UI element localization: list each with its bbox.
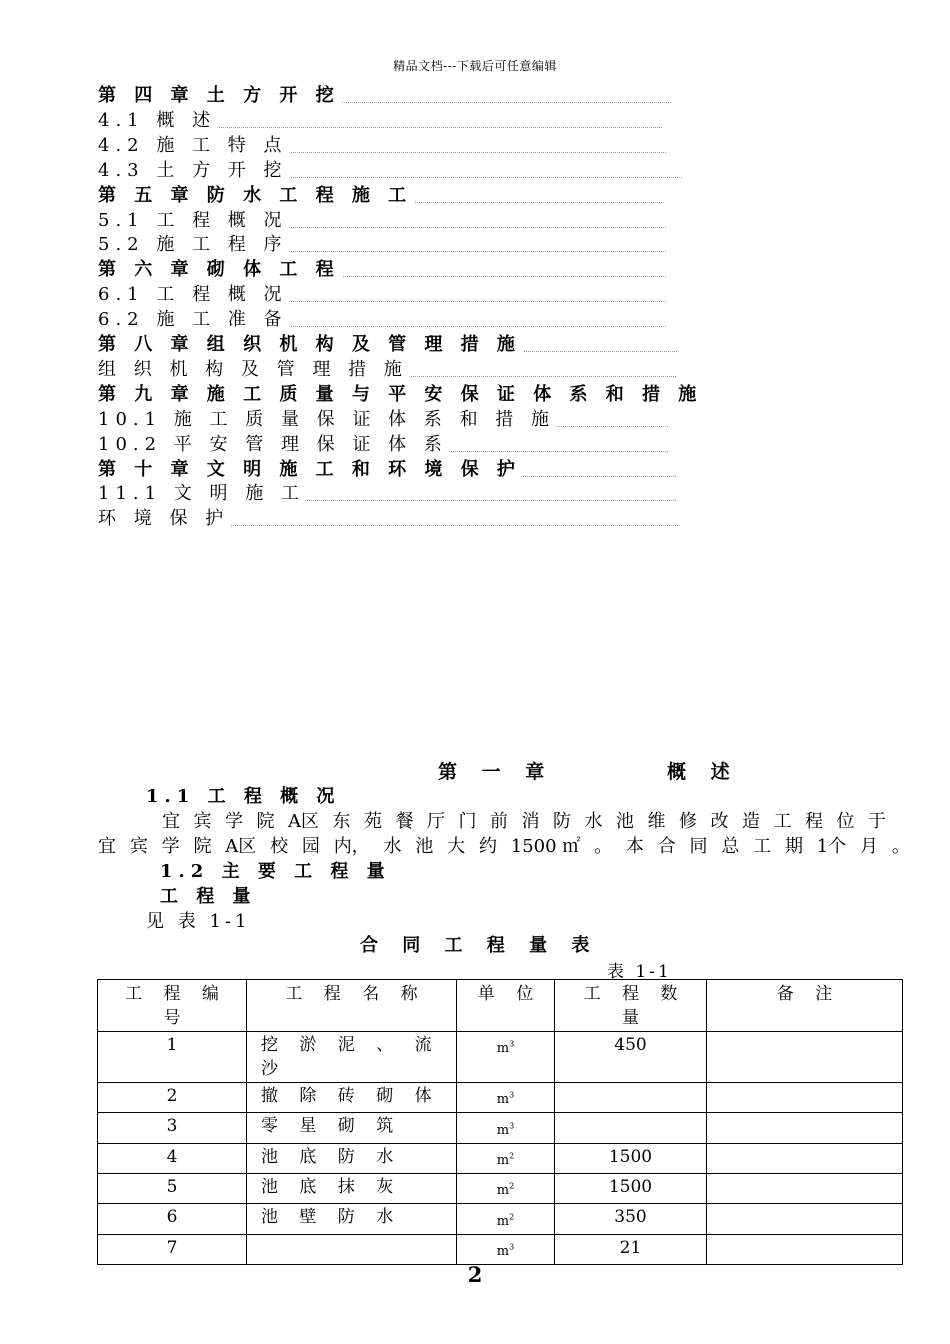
table-row [98,1234,903,1264]
paragraph-word: 院 [256,811,275,832]
paragraph-word: 水 [383,836,402,857]
paragraph-word: 约 [478,836,497,857]
toc-entry-text: 第 八 章 组 织 机 构 及 管 理 措 施 [98,334,521,355]
paragraph-word: 月 [860,836,879,857]
chapter-number: 第 一 章 [438,761,554,783]
toc-entry-text: 6.1 工 程 概 况 [98,284,288,306]
table-row [98,1083,903,1113]
cell-unit [457,1234,555,1264]
cell-note [707,1204,903,1234]
toc-entry-text: 第 五 章 防 水 工 程 施 工 [98,184,413,206]
column-header: 工 程 编 号 [98,980,247,1032]
cell-unit [457,1032,555,1083]
table-title: 合 同 工 程 量 表 [360,935,599,956]
cell-note [707,1234,903,1264]
toc-entry [98,185,662,207]
toc-entry-text: 10.2 平 安 管 理 保 证 体 系 [98,433,448,455]
cell-unit [457,1143,555,1173]
paragraph-word: 程 [805,811,823,832]
cell-note [707,1143,903,1173]
paragraph-word: 工 [753,836,772,857]
paragraph-line-2 [98,832,910,858]
cell-unit [457,1173,555,1203]
unit-base: m [496,1243,510,1259]
toc-entry [98,309,666,331]
unit-exponent: 2 [509,1181,515,1191]
page-number: 2 [467,1262,483,1287]
cell-number: 3 [98,1113,247,1143]
paragraph-word: 厅 [427,811,445,832]
column-header: 单 位 [457,980,555,1032]
unit-exponent: 2 [509,1212,515,1222]
paragraph-word: 本 [625,836,644,857]
toc-entry [98,434,668,456]
paragraph-word: 院 [193,836,212,857]
toc-entry [98,160,682,182]
paragraph-word: A区 [288,811,319,832]
paragraph-word: 造 [742,811,760,832]
unit-base: m [496,1041,510,1057]
paragraph-word: 池 [415,836,434,857]
table-row [98,1032,903,1083]
paragraph-word: 维 [647,811,666,832]
cell-number: 1 [98,1032,247,1083]
paragraph-word: 修 [679,811,697,832]
paragraph-word: 宜 [162,811,180,832]
unit-base: m [496,1152,510,1168]
paragraph-word: 宾 [193,811,212,832]
toc-entry [98,409,668,431]
cell-unit [457,1083,555,1113]
paragraph-word: 宜 [98,836,116,857]
toc-entry-text: 4.1 概 述 [98,109,217,131]
toc-entry-text: 10.1 施 工 质 量 保 证 体 系 和 措 施 [98,408,556,430]
page-header: 精品文档---下载后可任意编辑 [393,59,557,73]
toc-entry [98,508,680,530]
toc-entry [98,483,676,505]
cell-unit [457,1204,555,1234]
toc-entry-text: 第 六 章 砌 体 工 程 [98,259,340,281]
toc-entry-text: 4.2 施 工 特 点 [98,134,288,156]
cell-quantity: 21 [555,1234,707,1264]
toc-entry [98,459,676,481]
toc-entry-text: 11.1 文 明 施 工 [98,483,305,505]
paragraph-word: 于 [868,811,886,832]
paragraph-word: 防 [553,811,571,832]
section-heading-1-2: 1.2 主 要 工 程 量 [160,861,391,882]
paragraph-word: 。 [594,836,613,857]
table-row [98,1173,903,1203]
unit-base: m [496,1092,510,1108]
toc-entry-text: 6.2 施 工 准 备 [98,309,288,331]
cell-note [707,1032,903,1083]
unit-exponent: 2 [509,1151,515,1161]
paragraph-word: 学 [161,836,180,857]
paragraph-word: 宾 [129,836,148,857]
unit-exponent: 3 [509,1040,515,1049]
table-row [98,1113,903,1143]
paragraph-word: 餐 [395,811,414,832]
cell-name: 池 底 抹 灰 [247,1173,457,1203]
cell-quantity: 1500 [555,1173,707,1203]
unit-text [497,1244,514,1259]
cell-name: 挖 淤 泥 、 流 沙 [247,1032,457,1083]
table-row [98,1143,903,1173]
paragraph-word: 总 [721,836,740,857]
cell-quantity: 1500 [555,1143,707,1173]
table-row [98,1204,903,1234]
paragraph-word: 大 [447,836,466,857]
cell-number: 7 [98,1234,247,1264]
quantity-table [97,979,903,1265]
toc-entry [98,210,666,232]
paragraph-word: 池 [616,811,634,832]
paragraph-word: 水 [584,811,603,832]
paragraph-word: 消 [521,811,540,832]
toc-entry-text: 4.3 土 方 开 挖 [98,159,288,181]
column-header: 工 程 名 称 [247,980,457,1032]
toc-entry [98,85,671,107]
toc-entry [98,234,666,256]
paragraph-word: 1个 [816,836,847,857]
cell-name: 撤 除 砖 砌 体 [247,1083,457,1113]
unit-text [497,1153,514,1168]
paragraph-word: A区 [225,836,257,857]
paragraph-line-1 [162,807,886,833]
cell-number: 6 [98,1204,247,1234]
cell-number: 2 [98,1083,247,1113]
paragraph-word: 同 [689,836,708,857]
paragraph-word: 内， [333,836,370,857]
cell-name: 池 壁 防 水 [247,1204,457,1234]
unit-text [497,1123,514,1138]
toc-entry-text: 第 四 章 土 方 开 挖 [98,85,340,106]
cell-number: 5 [98,1173,247,1203]
toc-entry [98,110,662,132]
paragraph-word: 门 [458,811,477,832]
paragraph-word: 校 [270,836,289,857]
unit-text [497,1092,514,1107]
cell-note [707,1173,903,1203]
cell-quantity: 450 [555,1032,707,1083]
cell-name: 池 底 防 水 [247,1143,457,1173]
toc-entry-text: 组 织 机 构 及 管 理 措 施 [98,358,408,380]
paragraph-word: 位 [836,811,855,832]
unit-exponent: 3 [509,1121,515,1131]
toc-entry-text: 第 十 章 文 明 施 工 和 环 境 保 护 [98,458,521,480]
paragraph-word: 期 [784,836,803,857]
paragraph-word: 东 [332,811,351,832]
section-heading-1-1: 1.1 工 程 概 况 [146,786,341,807]
cell-note [707,1113,903,1143]
table-header-row [98,980,903,1032]
unit-base: m [496,1122,510,1138]
unit-exponent: 3 [509,1242,515,1252]
toc-entry-text: 第 九 章 施 工 质 量 与 平 安 保 证 体 系 和 措 施 [98,383,703,405]
unit-base: m [496,1183,510,1199]
unit-exponent: 3 [509,1091,515,1100]
unit-text [497,1041,514,1056]
see-table-note: 见 表 1-1 [146,911,251,932]
column-header: 备 注 [707,980,903,1032]
cell-unit [457,1113,555,1143]
paragraph-word: 改 [710,811,729,832]
paragraph-word: 。 [891,836,910,857]
subheading-quantities: 工 程 量 [160,886,257,907]
cell-name [247,1234,457,1264]
cell-quantity [555,1113,707,1143]
unit-text [497,1183,514,1198]
paragraph-word: 1500 ㎡ [510,836,581,857]
cell-note [707,1083,903,1113]
paragraph-word: 苑 [364,811,382,832]
paragraph-word: 前 [490,811,508,832]
cell-number: 4 [98,1143,247,1173]
toc-entry [98,359,676,381]
cell-name: 零 星 砌 筑 [247,1113,457,1143]
unit-text [497,1214,514,1229]
toc-entry [98,135,666,157]
table-number: 表 1-1 [607,962,672,982]
toc-entry-text: 环 境 保 护 [98,508,230,530]
toc-entry [98,334,677,356]
paragraph-word: 学 [225,811,243,832]
toc-entry [98,284,666,306]
paragraph-word: 园 [301,836,320,857]
toc-entry [98,259,666,281]
toc-entry-text: 5.2 施 工 程 序 [98,234,288,256]
toc-entry [98,383,703,406]
column-header: 工 程 数 量 [555,980,707,1032]
unit-base: m [496,1213,510,1229]
chapter-title: 概 述 [667,761,739,783]
cell-quantity: 350 [555,1204,707,1234]
paragraph-word: 合 [657,836,676,857]
cell-quantity [555,1083,707,1113]
paragraph-word: 工 [773,811,792,832]
toc-entry-text: 5.1 工 程 概 况 [98,209,288,231]
